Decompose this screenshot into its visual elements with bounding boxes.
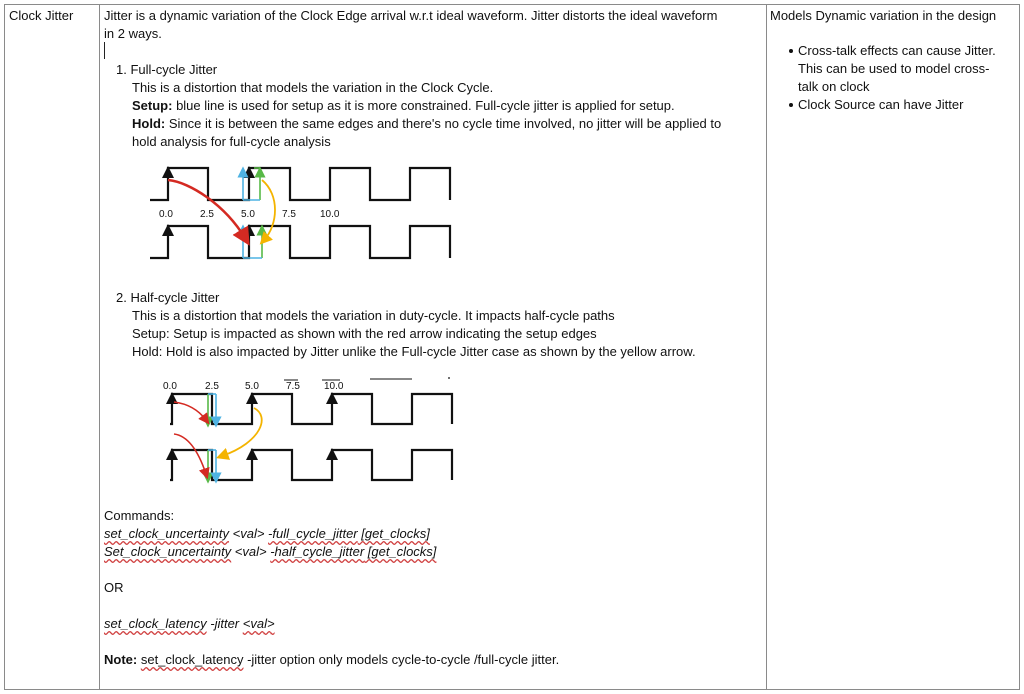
- full-axis-label: 5.0: [241, 209, 255, 220]
- bullet-dot: [789, 103, 793, 107]
- command-2-name: Set_clock_uncertainty: [104, 544, 232, 559]
- table-top-border: [4, 4, 1020, 5]
- command-1-option: -full_cycle_jitter: [268, 526, 358, 541]
- note-cmd: set_clock_latency: [140, 652, 244, 667]
- half-axis-label: 2.5: [205, 381, 219, 392]
- top-clock-wave: [170, 394, 452, 424]
- bullet-2: Clock Source can have Jitter: [798, 97, 964, 112]
- bullet-1-line-1: Cross-talk effects can cause Jitter.: [798, 43, 996, 58]
- top-clock-wave: [150, 168, 450, 200]
- half-cycle-waveform-diagram: [150, 372, 460, 484]
- full-axis-label: 7.5: [282, 209, 296, 220]
- full-cycle-setup: [132, 97, 675, 115]
- intro-line-1: Jitter is a dynamic variation of the Clock Edge arrival w.r.t ideal waveform. Jitter distorts the ideal waveform: [104, 8, 718, 23]
- setup-text: blue line is used for setup as it is more constrained. Full-cycle jitter is applied for setup.: [172, 98, 675, 113]
- bullet-1-line-3: talk on clock: [798, 79, 870, 94]
- command-3-option: -jitter: [206, 616, 243, 631]
- command-3-name: set_clock_latency: [104, 616, 207, 631]
- term-cell: Clock Jitter: [9, 8, 74, 23]
- table-left-border: [4, 4, 5, 690]
- column-divider-2: [766, 4, 767, 690]
- intro-line-2: in 2 ways.: [104, 26, 162, 41]
- note-text: -jitter option only models cycle-to-cycle /full-cycle jitter.: [243, 652, 560, 667]
- command-3-arg: <val>: [242, 616, 275, 631]
- half-axis-label: 5.0: [245, 381, 259, 392]
- setup-arrow-bottom: [174, 434, 206, 474]
- half-cycle-setup: Setup: Setup is impacted as shown with the red arrow indicating the setup edges: [132, 326, 597, 341]
- command-2-tail: [get_clocks]: [364, 544, 437, 559]
- table-bottom-border: [4, 689, 1020, 690]
- bottom-clock-wave: [170, 450, 452, 480]
- half-cycle-hold: Hold: Hold is also impacted by Jitter unlike the Full-cycle Jitter case as shown by the yellow arrow.: [132, 344, 696, 359]
- full-axis-label: 10.0: [320, 209, 340, 220]
- command-2-option: -half_cycle_jitter: [270, 544, 365, 559]
- full-axis-label: 0.0: [159, 209, 173, 220]
- col3-heading: Models Dynamic variation in the design: [770, 8, 997, 23]
- setup-arrow-top: [174, 402, 206, 420]
- full-cycle-waveform-diagram: [150, 160, 460, 265]
- half-axis-label: 7.5: [286, 381, 300, 392]
- command-1-arg: <val>: [229, 526, 269, 541]
- hold-arrow: [262, 180, 275, 240]
- hold-text: Since it is between the same edges and there's no cycle time involved, no jitter will be applied to: [165, 116, 722, 131]
- command-1-name: set_clock_uncertainty: [104, 526, 230, 541]
- bullet-dot: [789, 49, 793, 53]
- command-3: [104, 615, 275, 633]
- hold-arrow: [222, 408, 262, 456]
- or-label: OR: [104, 580, 124, 595]
- note-label: Note:: [104, 652, 138, 667]
- table-right-border: [1019, 4, 1020, 690]
- column-divider-1: [99, 4, 100, 690]
- full-cycle-hold: [132, 115, 721, 133]
- setup-label: Setup:: [132, 98, 173, 113]
- command-2-arg: <val>: [231, 544, 271, 559]
- full-cycle-heading: 1. Full-cycle Jitter: [116, 62, 218, 77]
- text-cursor: [104, 42, 105, 59]
- command-2: [104, 543, 436, 561]
- bullet-1-line-2: This can be used to model cross-: [798, 61, 990, 76]
- commands-label: Commands:: [104, 508, 175, 523]
- bottom-clock-wave: [150, 226, 450, 258]
- half-axis-label: 10.0: [324, 381, 344, 392]
- command-1: [104, 525, 430, 543]
- full-cycle-hold-cont: hold analysis for full-cycle analysis: [132, 134, 331, 149]
- full-axis-label: 2.5: [200, 209, 214, 220]
- half-axis-label: 0.0: [163, 381, 177, 392]
- hold-label: Hold:: [132, 116, 166, 131]
- half-cycle-desc: This is a distortion that models the variation in duty-cycle. It impacts half-cycle paths: [132, 308, 615, 323]
- note-line: [104, 651, 559, 669]
- command-1-tail: [get_clocks]: [357, 526, 430, 541]
- half-cycle-heading: 2. Half-cycle Jitter: [116, 290, 220, 305]
- full-cycle-desc: This is a distortion that models the variation in the Clock Cycle.: [132, 80, 494, 95]
